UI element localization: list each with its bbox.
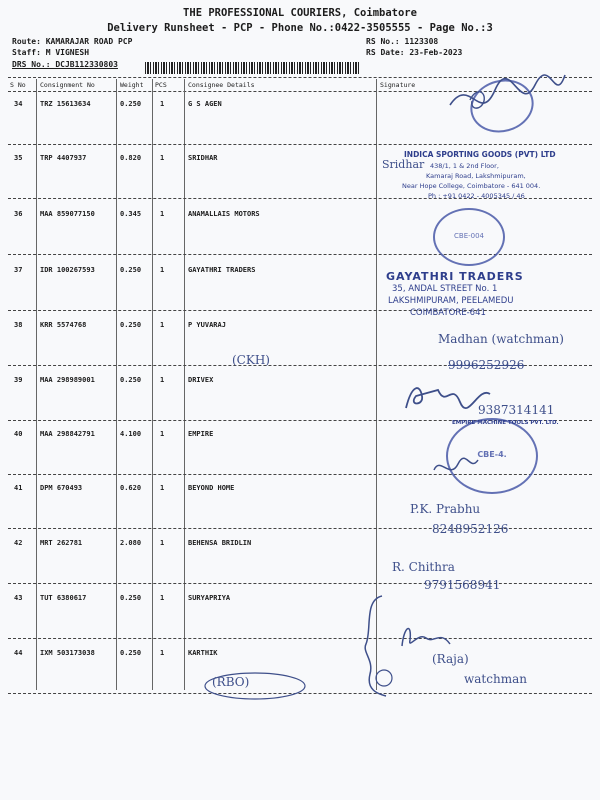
rs-date: RS Date: 23-Feb-2023 xyxy=(366,48,463,57)
cell-consignment-no: MAA 859077150 xyxy=(40,210,95,218)
col-consignee: Consignee Details xyxy=(188,81,255,89)
cell-consignee: G S AGEN xyxy=(188,100,222,108)
cell-sno: 44 xyxy=(14,649,23,657)
cell-consignment-no: TUT 6380617 xyxy=(40,594,87,602)
cell-sno: 41 xyxy=(14,484,23,492)
signature-row35: Sridhar xyxy=(382,158,425,171)
drs-label: DRS No.: DCJB112330803 xyxy=(12,60,118,69)
cell-weight: 0.250 xyxy=(120,321,142,329)
cell-weight: 0.250 xyxy=(120,376,142,384)
drs-barcode xyxy=(145,62,360,74)
cell-consignment-no: KRR 5574768 xyxy=(40,321,87,329)
cell-weight: 0.250 xyxy=(120,649,142,657)
stamp-gayathri-line3: COIMBATORE-641 xyxy=(410,308,486,318)
cell-sno: 43 xyxy=(14,594,23,602)
cell-weight: 0.345 xyxy=(120,210,142,218)
row-divider xyxy=(8,310,592,311)
anamallais-seal-stamp xyxy=(433,208,505,266)
handwriting-row39-phone: 9387314141 xyxy=(478,403,555,417)
cell-consignee: BEYOND HOME xyxy=(188,484,235,492)
cell-pcs: 1 xyxy=(160,210,165,218)
stamp-gayathri-line2: LAKSHMIPURAM, PEELAMEDU xyxy=(388,296,514,306)
company-title: THE PROFESSIONAL COURIERS, Coimbatore xyxy=(183,7,417,19)
stamp-indica-line1: 438/1, 1 & 2nd Floor, xyxy=(430,162,499,170)
stamp-indica-line2: Kamaraj Road, Lakshmipuram, xyxy=(426,172,526,180)
cell-consignment-no: TRP 4407937 xyxy=(40,154,87,162)
cell-consignee: EMPIRE xyxy=(188,430,214,438)
stamp-indica-name: INDICA SPORTING GOODS (PVT) LTD xyxy=(404,150,556,159)
cell-sno: 42 xyxy=(14,539,23,547)
cell-consignment-no: IDR 100267593 xyxy=(40,266,95,274)
col-divider xyxy=(152,79,153,690)
row-divider xyxy=(8,254,592,255)
col-pcs: PCS xyxy=(155,81,167,89)
cell-weight: 0.250 xyxy=(120,594,142,602)
col-weight: Weight xyxy=(120,81,144,89)
handwriting-row44-name: (Raja) xyxy=(432,652,469,666)
col-divider xyxy=(116,79,117,690)
row-divider xyxy=(8,144,592,145)
cell-consignee: SURYAPRIYA xyxy=(188,594,231,602)
cell-pcs: 1 xyxy=(160,154,165,162)
cell-pcs: 1 xyxy=(160,484,165,492)
stamp-gayathri-name: GAYATHRI TRADERS xyxy=(386,270,524,283)
cell-consignee: BEHENSA BRIDLIN xyxy=(188,539,252,547)
oval-mark xyxy=(200,668,310,704)
rs-number: RS No.: 1123308 xyxy=(366,37,439,46)
cell-weight: 0.820 xyxy=(120,154,142,162)
row-divider xyxy=(8,583,592,584)
anamallais-stamp-code: CBE-004 xyxy=(454,232,484,240)
route-label: Route: KAMARAJAR ROAD PCP xyxy=(12,37,133,46)
col-divider xyxy=(184,79,185,690)
cell-consignment-no: MAA 298842791 xyxy=(40,430,95,438)
cell-consignment-no: MAA 298989001 xyxy=(40,376,95,384)
cell-consignee: P YUVARAJ xyxy=(188,321,226,329)
handwriting-row38-name: Madhan (watchman) xyxy=(438,332,564,346)
cell-consignee: SRIDHAR xyxy=(188,154,218,162)
cell-weight: 2.080 xyxy=(120,539,142,547)
staff-label: Staff: M VIGNESH xyxy=(12,48,90,57)
stamp-indica-line4: Ph : +91 0422 - 4005345 / 46 xyxy=(428,192,525,200)
cell-pcs: 1 xyxy=(160,430,165,438)
stamp-gayathri-line1: 35, ANDAL STREET No. 1 xyxy=(392,284,498,294)
cell-weight: 0.250 xyxy=(120,100,142,108)
handwriting-row41-phone: 8248952126 xyxy=(432,522,509,536)
signature-row34 xyxy=(440,65,570,135)
runsheet-subtitle: Delivery Runsheet - PCP - Phone No.:0422-3505555 - Page No.:3 xyxy=(107,22,493,34)
cell-consignment-no: MRT 262781 xyxy=(40,539,83,547)
handwriting-row44-note: (RBO) xyxy=(212,675,250,689)
empire-stamp-code: CBE-4. xyxy=(477,450,507,459)
cell-weight: 0.250 xyxy=(120,266,142,274)
cell-weight: 4.100 xyxy=(120,430,142,438)
row-divider xyxy=(8,638,592,639)
cell-consignee: GAYATHRI TRADERS xyxy=(188,266,256,274)
signature-row40 xyxy=(430,452,480,482)
cell-consignee: ANAMALLAIS MOTORS xyxy=(188,210,260,218)
col-divider xyxy=(36,79,37,690)
cell-pcs: 1 xyxy=(160,266,165,274)
cell-sno: 35 xyxy=(14,154,23,162)
handwriting-row41-name: P.K. Prabhu xyxy=(410,502,481,516)
cell-pcs: 1 xyxy=(160,594,165,602)
cell-pcs: 1 xyxy=(160,649,165,657)
cell-weight: 0.620 xyxy=(120,484,142,492)
handwriting-row39-note: (CKH) xyxy=(232,353,270,367)
cell-sno: 36 xyxy=(14,210,23,218)
cell-consignment-no: DPM 670493 xyxy=(40,484,83,492)
cell-sno: 37 xyxy=(14,266,23,274)
cell-pcs: 1 xyxy=(160,100,165,108)
cell-sno: 38 xyxy=(14,321,23,329)
cell-pcs: 1 xyxy=(160,321,165,329)
cell-consignment-no: TRZ 15613634 xyxy=(40,100,91,108)
col-consignment: Consignment No xyxy=(40,81,95,89)
cell-pcs: 1 xyxy=(160,539,165,547)
cell-sno: 40 xyxy=(14,430,23,438)
cell-sno: 34 xyxy=(14,100,23,108)
stamp-indica-line3: Near Hope College, Coimbatore - 641 004. xyxy=(402,182,541,190)
handwriting-row42-name: R. Chithra xyxy=(392,560,455,574)
cell-pcs: 1 xyxy=(160,376,165,384)
col-signature: Signature xyxy=(380,81,416,89)
empire-stamp-name: EMPIRE MACHINE TOOLS PVT. LTD. xyxy=(452,420,559,426)
handwriting-row44-role: watchman xyxy=(464,672,527,686)
cell-consignment-no: IXM 503173038 xyxy=(40,649,95,657)
handwriting-row38-phone: 9996252926 xyxy=(448,358,525,372)
cell-consignee: KARTHIK xyxy=(188,649,218,657)
col-sno: S No xyxy=(10,81,26,89)
handwriting-row42-phone: 9791568941 xyxy=(424,578,501,592)
cell-sno: 39 xyxy=(14,376,23,384)
cell-consignee: DRIVEX xyxy=(188,376,214,384)
